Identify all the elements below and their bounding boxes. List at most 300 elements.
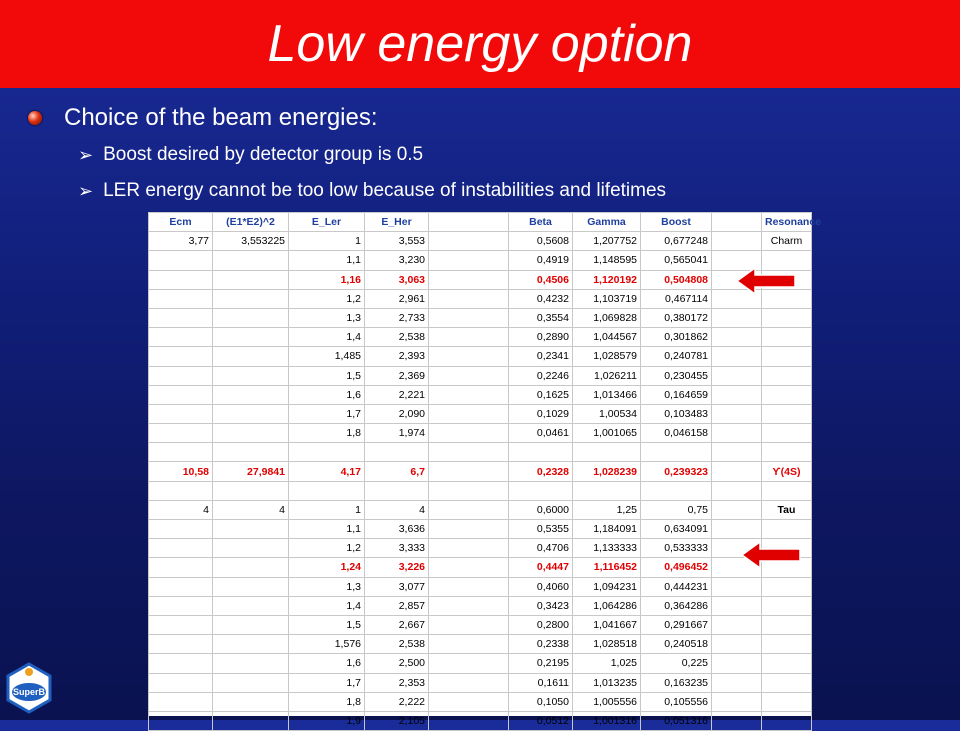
table-cell [712, 347, 762, 366]
table-cell: 1,00534 [573, 404, 641, 423]
table-cell [213, 481, 289, 500]
table-cell [149, 308, 213, 327]
table-cell: 1,16 [289, 270, 365, 289]
resonance-cell [762, 385, 812, 404]
table-cell [149, 635, 213, 654]
table-cell: 1 [289, 232, 365, 251]
table-cell [712, 615, 762, 634]
table-cell: 0,533333 [641, 539, 712, 558]
table-cell [429, 673, 509, 692]
table-cell: 1,3 [289, 577, 365, 596]
table-cell [213, 654, 289, 673]
table-cell: 3,553225 [213, 232, 289, 251]
table-row [149, 711, 812, 730]
table-cell: 0,1050 [509, 692, 573, 711]
table-cell: 3,063 [365, 270, 429, 289]
table-cell: 1,184091 [573, 520, 641, 539]
table-cell: 0,291667 [641, 615, 712, 634]
table-cell: 3,77 [149, 232, 213, 251]
table-cell: 0,105556 [641, 692, 712, 711]
table-cell: 1,5 [289, 615, 365, 634]
table-cell [712, 654, 762, 673]
resonance-cell [762, 596, 812, 615]
table-cell [429, 424, 509, 443]
table-cell [712, 462, 762, 481]
table-cell: 0,4447 [509, 558, 573, 577]
resonance-cell: ϒ(4S) [762, 462, 812, 481]
table-row [149, 404, 812, 423]
table-cell [149, 711, 213, 730]
table-cell: 1,103719 [573, 289, 641, 308]
table-cell [429, 385, 509, 404]
table-cell: 0,467114 [641, 289, 712, 308]
table-cell: 2,221 [365, 385, 429, 404]
bullet-icon [28, 111, 42, 125]
table-row [149, 635, 812, 654]
header-cell: Resonance [762, 213, 812, 232]
table-cell: 1,116452 [573, 558, 641, 577]
table-cell: 3,333 [365, 539, 429, 558]
table-cell: 1,025 [573, 654, 641, 673]
table-cell [213, 692, 289, 711]
table-row [149, 596, 812, 615]
table-cell [149, 558, 213, 577]
table-cell [429, 232, 509, 251]
table-row [149, 251, 812, 270]
table-cell [712, 404, 762, 423]
table-cell [712, 385, 762, 404]
table-cell: 0,4919 [509, 251, 573, 270]
table-cell: 2,961 [365, 289, 429, 308]
table-cell: 1,005556 [573, 692, 641, 711]
table-cell: 10,58 [149, 462, 213, 481]
table-cell: 0,1611 [509, 673, 573, 692]
table-cell [429, 539, 509, 558]
table-cell: 1,207752 [573, 232, 641, 251]
table-cell: 0,2800 [509, 615, 573, 634]
table-cell: 1,133333 [573, 539, 641, 558]
table-cell [213, 308, 289, 327]
table-cell: 0,164659 [641, 385, 712, 404]
table-cell [213, 424, 289, 443]
table-cell [712, 366, 762, 385]
table-cell [149, 328, 213, 347]
table-cell: 0,1029 [509, 404, 573, 423]
table-row [149, 673, 812, 692]
resonance-cell [762, 424, 812, 443]
table-cell [213, 711, 289, 730]
table-cell [429, 481, 509, 500]
table-cell [712, 232, 762, 251]
table-cell: 0,0512 [509, 711, 573, 730]
table-cell: 4,17 [289, 462, 365, 481]
resonance-cell [762, 635, 812, 654]
resonance-cell [762, 347, 812, 366]
table-cell: 1,120192 [573, 270, 641, 289]
header-cell: Boost [641, 213, 712, 232]
table-cell [213, 251, 289, 270]
table-cell [641, 443, 712, 462]
table-cell [429, 462, 509, 481]
table-row [149, 462, 812, 481]
resonance-cell [762, 577, 812, 596]
table-cell: 1,6 [289, 385, 365, 404]
table-cell: 0,0461 [509, 424, 573, 443]
table-cell: 0,3554 [509, 308, 573, 327]
main-bullet [28, 104, 378, 132]
table-cell: 6,7 [365, 462, 429, 481]
table-row [149, 558, 812, 577]
table-cell [429, 328, 509, 347]
table-cell: 0,230455 [641, 366, 712, 385]
resonance-cell [762, 520, 812, 539]
table-cell: 2,500 [365, 654, 429, 673]
table-cell: 0,051316 [641, 711, 712, 730]
header-cell: E_Her [365, 213, 429, 232]
resonance-cell [762, 404, 812, 423]
energy-table-container [148, 212, 822, 727]
table-cell: 0,5608 [509, 232, 573, 251]
table-row [149, 443, 812, 462]
table-cell: 27,9841 [213, 462, 289, 481]
table-cell [712, 500, 762, 519]
table-cell: 0,4060 [509, 577, 573, 596]
table-cell: 1 [289, 500, 365, 519]
table-cell: 1,013235 [573, 673, 641, 692]
table-cell [213, 615, 289, 634]
table-cell [213, 558, 289, 577]
table-row [149, 654, 812, 673]
table-row [149, 520, 812, 539]
table-cell [429, 289, 509, 308]
header-cell: E_Ler [289, 213, 365, 232]
table-cell [712, 673, 762, 692]
table-cell [712, 328, 762, 347]
red-arrow-icon [742, 542, 802, 568]
header-cell [712, 213, 762, 232]
table-cell: 1,3 [289, 308, 365, 327]
red-arrow-icon [737, 268, 797, 294]
resonance-cell [762, 692, 812, 711]
table-cell: 2,222 [365, 692, 429, 711]
table-cell: 0,3423 [509, 596, 573, 615]
table-cell [149, 443, 213, 462]
table-cell: 2,369 [365, 366, 429, 385]
table-row [149, 347, 812, 366]
slide-title: Low energy option [267, 15, 693, 73]
header-cell: (E1*E2)^2 [213, 213, 289, 232]
table-cell: 1,028518 [573, 635, 641, 654]
table-cell [149, 289, 213, 308]
table-cell: 2,090 [365, 404, 429, 423]
table-cell: 3,553 [365, 232, 429, 251]
sub-bullet-1 [78, 144, 423, 166]
table-cell: 0,2328 [509, 462, 573, 481]
table-cell [149, 539, 213, 558]
table-cell [149, 520, 213, 539]
table-row [149, 481, 812, 500]
table-cell: 2,353 [365, 673, 429, 692]
table-cell: 2,393 [365, 347, 429, 366]
resonance-cell [762, 615, 812, 634]
table-cell [213, 404, 289, 423]
table-cell [429, 251, 509, 270]
table-cell: 1,148595 [573, 251, 641, 270]
table-cell [365, 481, 429, 500]
resonance-cell [762, 711, 812, 730]
table-cell [149, 481, 213, 500]
table-cell [213, 635, 289, 654]
logo-text: SuperB [12, 687, 46, 697]
table-cell: 1,4 [289, 596, 365, 615]
table-cell: 0,677248 [641, 232, 712, 251]
table-cell: 0,239323 [641, 462, 712, 481]
table-cell [429, 443, 509, 462]
table-cell: 0,364286 [641, 596, 712, 615]
table-cell: 1,4 [289, 328, 365, 347]
table-row [149, 615, 812, 634]
table-cell [429, 654, 509, 673]
table-cell: 2,538 [365, 328, 429, 347]
table-cell: 1,8 [289, 424, 365, 443]
resonance-cell [762, 328, 812, 347]
table-cell: 1,2 [289, 539, 365, 558]
table-cell [712, 308, 762, 327]
table-cell: 1,028579 [573, 347, 641, 366]
table-cell [213, 577, 289, 596]
table-cell: 3,077 [365, 577, 429, 596]
table-cell [149, 424, 213, 443]
superb-logo-icon [4, 662, 54, 714]
table-cell [429, 577, 509, 596]
sub-bullet-text: LER energy cannot be too low because of instabilities and lifetimes [103, 180, 667, 201]
table-cell: 1,576 [289, 635, 365, 654]
table-row [149, 270, 812, 289]
table-cell: 1,974 [365, 424, 429, 443]
table-cell [509, 443, 573, 462]
table-cell [429, 615, 509, 634]
table-cell [289, 481, 365, 500]
table-cell: 0,301862 [641, 328, 712, 347]
sub-bullet-2 [78, 180, 666, 202]
table-cell [429, 692, 509, 711]
table-cell [429, 270, 509, 289]
resonance-cell [762, 481, 812, 500]
table-cell: 0,2246 [509, 366, 573, 385]
table-cell [365, 443, 429, 462]
resonance-cell [762, 366, 812, 385]
header-cell [429, 213, 509, 232]
resonance-cell [762, 443, 812, 462]
table-row [149, 385, 812, 404]
table-cell: 1,25 [573, 500, 641, 519]
table-cell [712, 596, 762, 615]
energy-table [148, 212, 822, 731]
table-cell: 0,103483 [641, 404, 712, 423]
table-cell [149, 577, 213, 596]
table-cell: 0,240518 [641, 635, 712, 654]
resonance-cell [762, 654, 812, 673]
table-cell: 0,225 [641, 654, 712, 673]
table-cell: 0,380172 [641, 308, 712, 327]
table-cell [213, 270, 289, 289]
sub-bullet-text: Boost desired by detector group is 0.5 [103, 144, 424, 165]
table-cell: 0,504808 [641, 270, 712, 289]
table-cell: 3,226 [365, 558, 429, 577]
table-row [149, 500, 812, 519]
resonance-cell: Tau [762, 500, 812, 519]
table-cell [573, 443, 641, 462]
table-cell: 1,094231 [573, 577, 641, 596]
table-cell: 2,667 [365, 615, 429, 634]
table-cell: 1,041667 [573, 615, 641, 634]
table-cell [712, 443, 762, 462]
table-cell [213, 539, 289, 558]
table-cell: 0,2341 [509, 347, 573, 366]
table-cell [149, 385, 213, 404]
table-cell: 1,24 [289, 558, 365, 577]
arrow-bullet-icon: ➢ [78, 144, 94, 165]
table-cell: 0,6000 [509, 500, 573, 519]
table-cell: 1,064286 [573, 596, 641, 615]
table-cell [149, 673, 213, 692]
table-cell: 1,8 [289, 692, 365, 711]
table-cell [149, 615, 213, 634]
resonance-cell: Charm [762, 232, 812, 251]
table-cell: 1,1 [289, 251, 365, 270]
table-cell [641, 481, 712, 500]
table-cell [213, 289, 289, 308]
table-cell [213, 366, 289, 385]
table-header-row [149, 213, 812, 232]
table-cell: 1,069828 [573, 308, 641, 327]
table-cell: 0,5355 [509, 520, 573, 539]
table-cell: 2,733 [365, 308, 429, 327]
table-row [149, 577, 812, 596]
table-cell [149, 251, 213, 270]
table-row [149, 424, 812, 443]
table-cell: 0,4706 [509, 539, 573, 558]
table-cell [213, 347, 289, 366]
table-cell [429, 366, 509, 385]
main-bullet-text: Choice of the beam energies: [64, 104, 378, 131]
table-cell [429, 596, 509, 615]
table-cell [149, 347, 213, 366]
table-row [149, 539, 812, 558]
table-cell [429, 558, 509, 577]
table-cell: 0,2890 [509, 328, 573, 347]
table-cell: 0,163235 [641, 673, 712, 692]
table-cell [213, 328, 289, 347]
table-cell [149, 404, 213, 423]
table-cell [429, 308, 509, 327]
table-cell: 3,230 [365, 251, 429, 270]
table-cell: 1,001316 [573, 711, 641, 730]
table-cell [712, 635, 762, 654]
table-cell: 1,026211 [573, 366, 641, 385]
table-cell [429, 635, 509, 654]
table-cell: 1,7 [289, 673, 365, 692]
table-cell: 2,857 [365, 596, 429, 615]
header-cell: Gamma [573, 213, 641, 232]
table-cell [149, 692, 213, 711]
table-cell [429, 500, 509, 519]
table-cell: 0,1625 [509, 385, 573, 404]
table-cell [213, 520, 289, 539]
table-cell [712, 481, 762, 500]
table-cell [429, 404, 509, 423]
table-cell [429, 347, 509, 366]
table-cell: 1,9 [289, 711, 365, 730]
table-cell: 1,028239 [573, 462, 641, 481]
table-cell [149, 270, 213, 289]
table-cell: 1,001065 [573, 424, 641, 443]
table-cell: 0,240781 [641, 347, 712, 366]
table-cell [429, 520, 509, 539]
table-cell: 1,044567 [573, 328, 641, 347]
table-cell [509, 481, 573, 500]
table-cell: 2,538 [365, 635, 429, 654]
table-row [149, 692, 812, 711]
table-cell [149, 654, 213, 673]
table-cell [289, 443, 365, 462]
table-cell [712, 577, 762, 596]
table-cell: 4 [149, 500, 213, 519]
table-cell [712, 711, 762, 730]
table-row [149, 366, 812, 385]
table-cell: 0,4232 [509, 289, 573, 308]
table-cell: 2,105 [365, 711, 429, 730]
table-row [149, 232, 812, 251]
table-cell [149, 366, 213, 385]
table-cell: 0,444231 [641, 577, 712, 596]
table-cell: 1,6 [289, 654, 365, 673]
table-cell: 1,2 [289, 289, 365, 308]
table-cell [573, 481, 641, 500]
table-cell [213, 443, 289, 462]
table-cell: 1,1 [289, 520, 365, 539]
table-cell: 1,7 [289, 404, 365, 423]
table-cell [429, 711, 509, 730]
table-cell: 4 [365, 500, 429, 519]
table-cell [213, 385, 289, 404]
header-cell: Beta [509, 213, 573, 232]
table-row [149, 308, 812, 327]
table-cell: 0,75 [641, 500, 712, 519]
table-cell: 0,496452 [641, 558, 712, 577]
header-cell: Ecm [149, 213, 213, 232]
table-cell: 4 [213, 500, 289, 519]
table-cell: 0,4506 [509, 270, 573, 289]
resonance-cell [762, 308, 812, 327]
table-row [149, 289, 812, 308]
table-cell [712, 520, 762, 539]
table-cell: 1,5 [289, 366, 365, 385]
table-cell [149, 596, 213, 615]
table-cell: 0,046158 [641, 424, 712, 443]
table-cell [712, 692, 762, 711]
table-cell: 0,2195 [509, 654, 573, 673]
table-cell: 0,565041 [641, 251, 712, 270]
table-cell: 1,485 [289, 347, 365, 366]
table-cell: 1,013466 [573, 385, 641, 404]
table-cell: 0,2338 [509, 635, 573, 654]
resonance-cell [762, 673, 812, 692]
table-row [149, 328, 812, 347]
table-cell: 3,636 [365, 520, 429, 539]
table-cell [712, 424, 762, 443]
table-cell [213, 596, 289, 615]
